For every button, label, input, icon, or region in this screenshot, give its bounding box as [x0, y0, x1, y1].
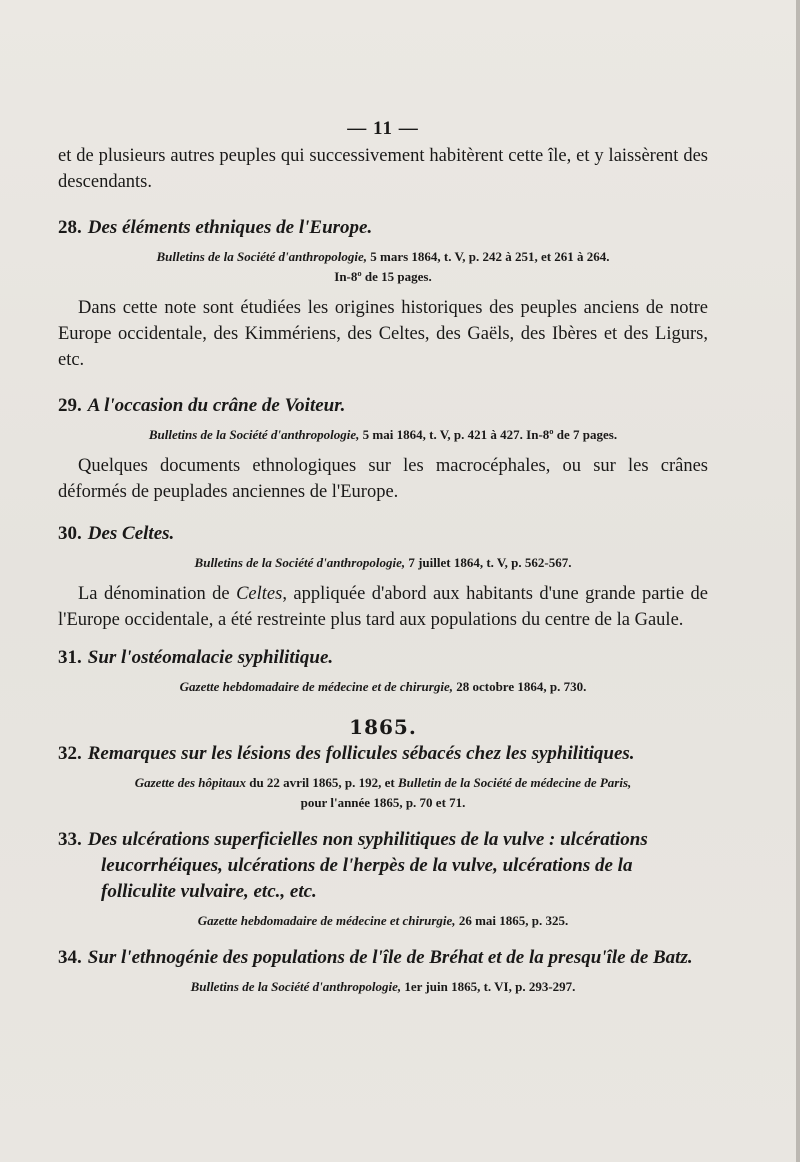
reference-details: pour l'année 1865, p. 70 et 71. [300, 795, 466, 810]
entry-number: 28. [58, 217, 82, 238]
entry-number: 32. [58, 743, 82, 764]
page-number: — 11 — [347, 118, 419, 139]
entry-29-reference [58, 425, 708, 445]
entry-28-title [58, 215, 708, 241]
year-heading: 1865. [349, 715, 417, 739]
entry-title-text: A l'occasion du crâne de Voiteur. [87, 395, 346, 416]
entry-29-title [58, 393, 708, 419]
entry-title-text: Sur l'ostéomalacie syphilitique. [87, 647, 334, 668]
reference-details: 5 mars 1864, t. V, p. 242 à 251, et 261 à 264. [367, 249, 610, 264]
entry-number: 31. [58, 647, 82, 668]
entry-32-reference [58, 773, 708, 813]
entry-30-description [58, 581, 708, 633]
description-emphasis: Celtes [236, 584, 283, 604]
entry-title-text: Sur l'ethnogénie des populations de l'île de Bréhat et de la presqu'île de Batz. [87, 947, 693, 968]
entry-34-title [58, 945, 708, 971]
page-edge [796, 0, 800, 1162]
entry-number: 30. [58, 523, 82, 544]
entry-number: 33. [58, 829, 82, 850]
entry-28-reference [58, 247, 708, 287]
entry-title-text: Des Celtes. [87, 523, 175, 544]
entry-30-reference [58, 553, 708, 573]
entry-31-title [58, 645, 708, 671]
reference-source: Gazette hebdomadaire de médecine et de chirurgie, [179, 679, 453, 694]
reference-source: Bulletins de la Société d'anthropologie, [148, 427, 360, 442]
reference-source: Gazette hebdomadaire de médecine et chirurgie, [197, 913, 456, 928]
page-content [58, 118, 708, 997]
entry-29-description: Quelques documents ethnologiques sur les macrocéphales, ou sur les crânes déformés de peuplades anciennes de l'Europe. [58, 456, 708, 502]
entry-title-text: Des éléments ethniques de l'Europe. [87, 217, 373, 238]
reference-source: Bulletins de la Société d'anthropologie, [194, 555, 406, 570]
intro-text: et de plusieurs autres peuples qui successivement habitèrent cette île, et y laissèrent des descendants. [58, 146, 708, 192]
reference-format: In-8º de 15 pages. [334, 269, 432, 284]
reference-details: du 22 avril 1865, p. 192, et [245, 775, 399, 790]
entry-28-description: Dans cette note sont étudiées les origines historiques des peuples anciens de notre Europe occidentale, des Kimmériens, des Celtes, des Gaëls, des Ibères et des Ligurs, etc. [58, 298, 708, 370]
reference-source: Bulletins de la Société d'anthropologie, [156, 249, 367, 264]
entry-33-reference [58, 911, 708, 931]
reference-source: Gazette des hôpitaux [134, 775, 246, 790]
entry-31-reference [58, 677, 708, 697]
reference-details: 1er juin 1865, t. VI, p. 293-297. [401, 979, 576, 994]
entry-33-title [58, 827, 708, 905]
reference-details: 26 mai 1865, p. 325. [455, 913, 569, 928]
reference-source: Bulletin de la Société de médecine de Paris, [398, 775, 632, 790]
entry-number: 29. [58, 395, 82, 416]
entry-title-text: Remarques sur les lésions des follicules sébacés chez les syphilitiques. [87, 743, 635, 764]
reference-details: 7 juillet 1864, t. V, p. 562-567. [405, 555, 572, 570]
description-text: , appliquée d'abord aux habitants d'une grande partie de l'Europe occidentale, a été restreinte plus tard aux populations du centre de la Gaule. [58, 584, 708, 630]
entry-32-title [58, 741, 708, 767]
entry-number: 34. [58, 947, 82, 968]
reference-details: 5 mai 1864, t. V, p. 421 à 427. In-8º de 7 pages. [359, 427, 618, 442]
reference-source: Bulletins de la Société d'anthropologie, [190, 979, 402, 994]
entry-34-reference [58, 977, 708, 997]
reference-details: 28 octobre 1864, p. 730. [452, 679, 587, 694]
entry-title-text: Des ulcérations superficielles non syphilitiques de la vulve : ulcérations leucorrhéiques, ulcérations de l'herpès de la vulve, ulcérations de la folliculite vulvaire, etc., etc. [87, 829, 648, 902]
description-text: La dénomination de [78, 584, 237, 604]
entry-30-title [58, 521, 708, 547]
